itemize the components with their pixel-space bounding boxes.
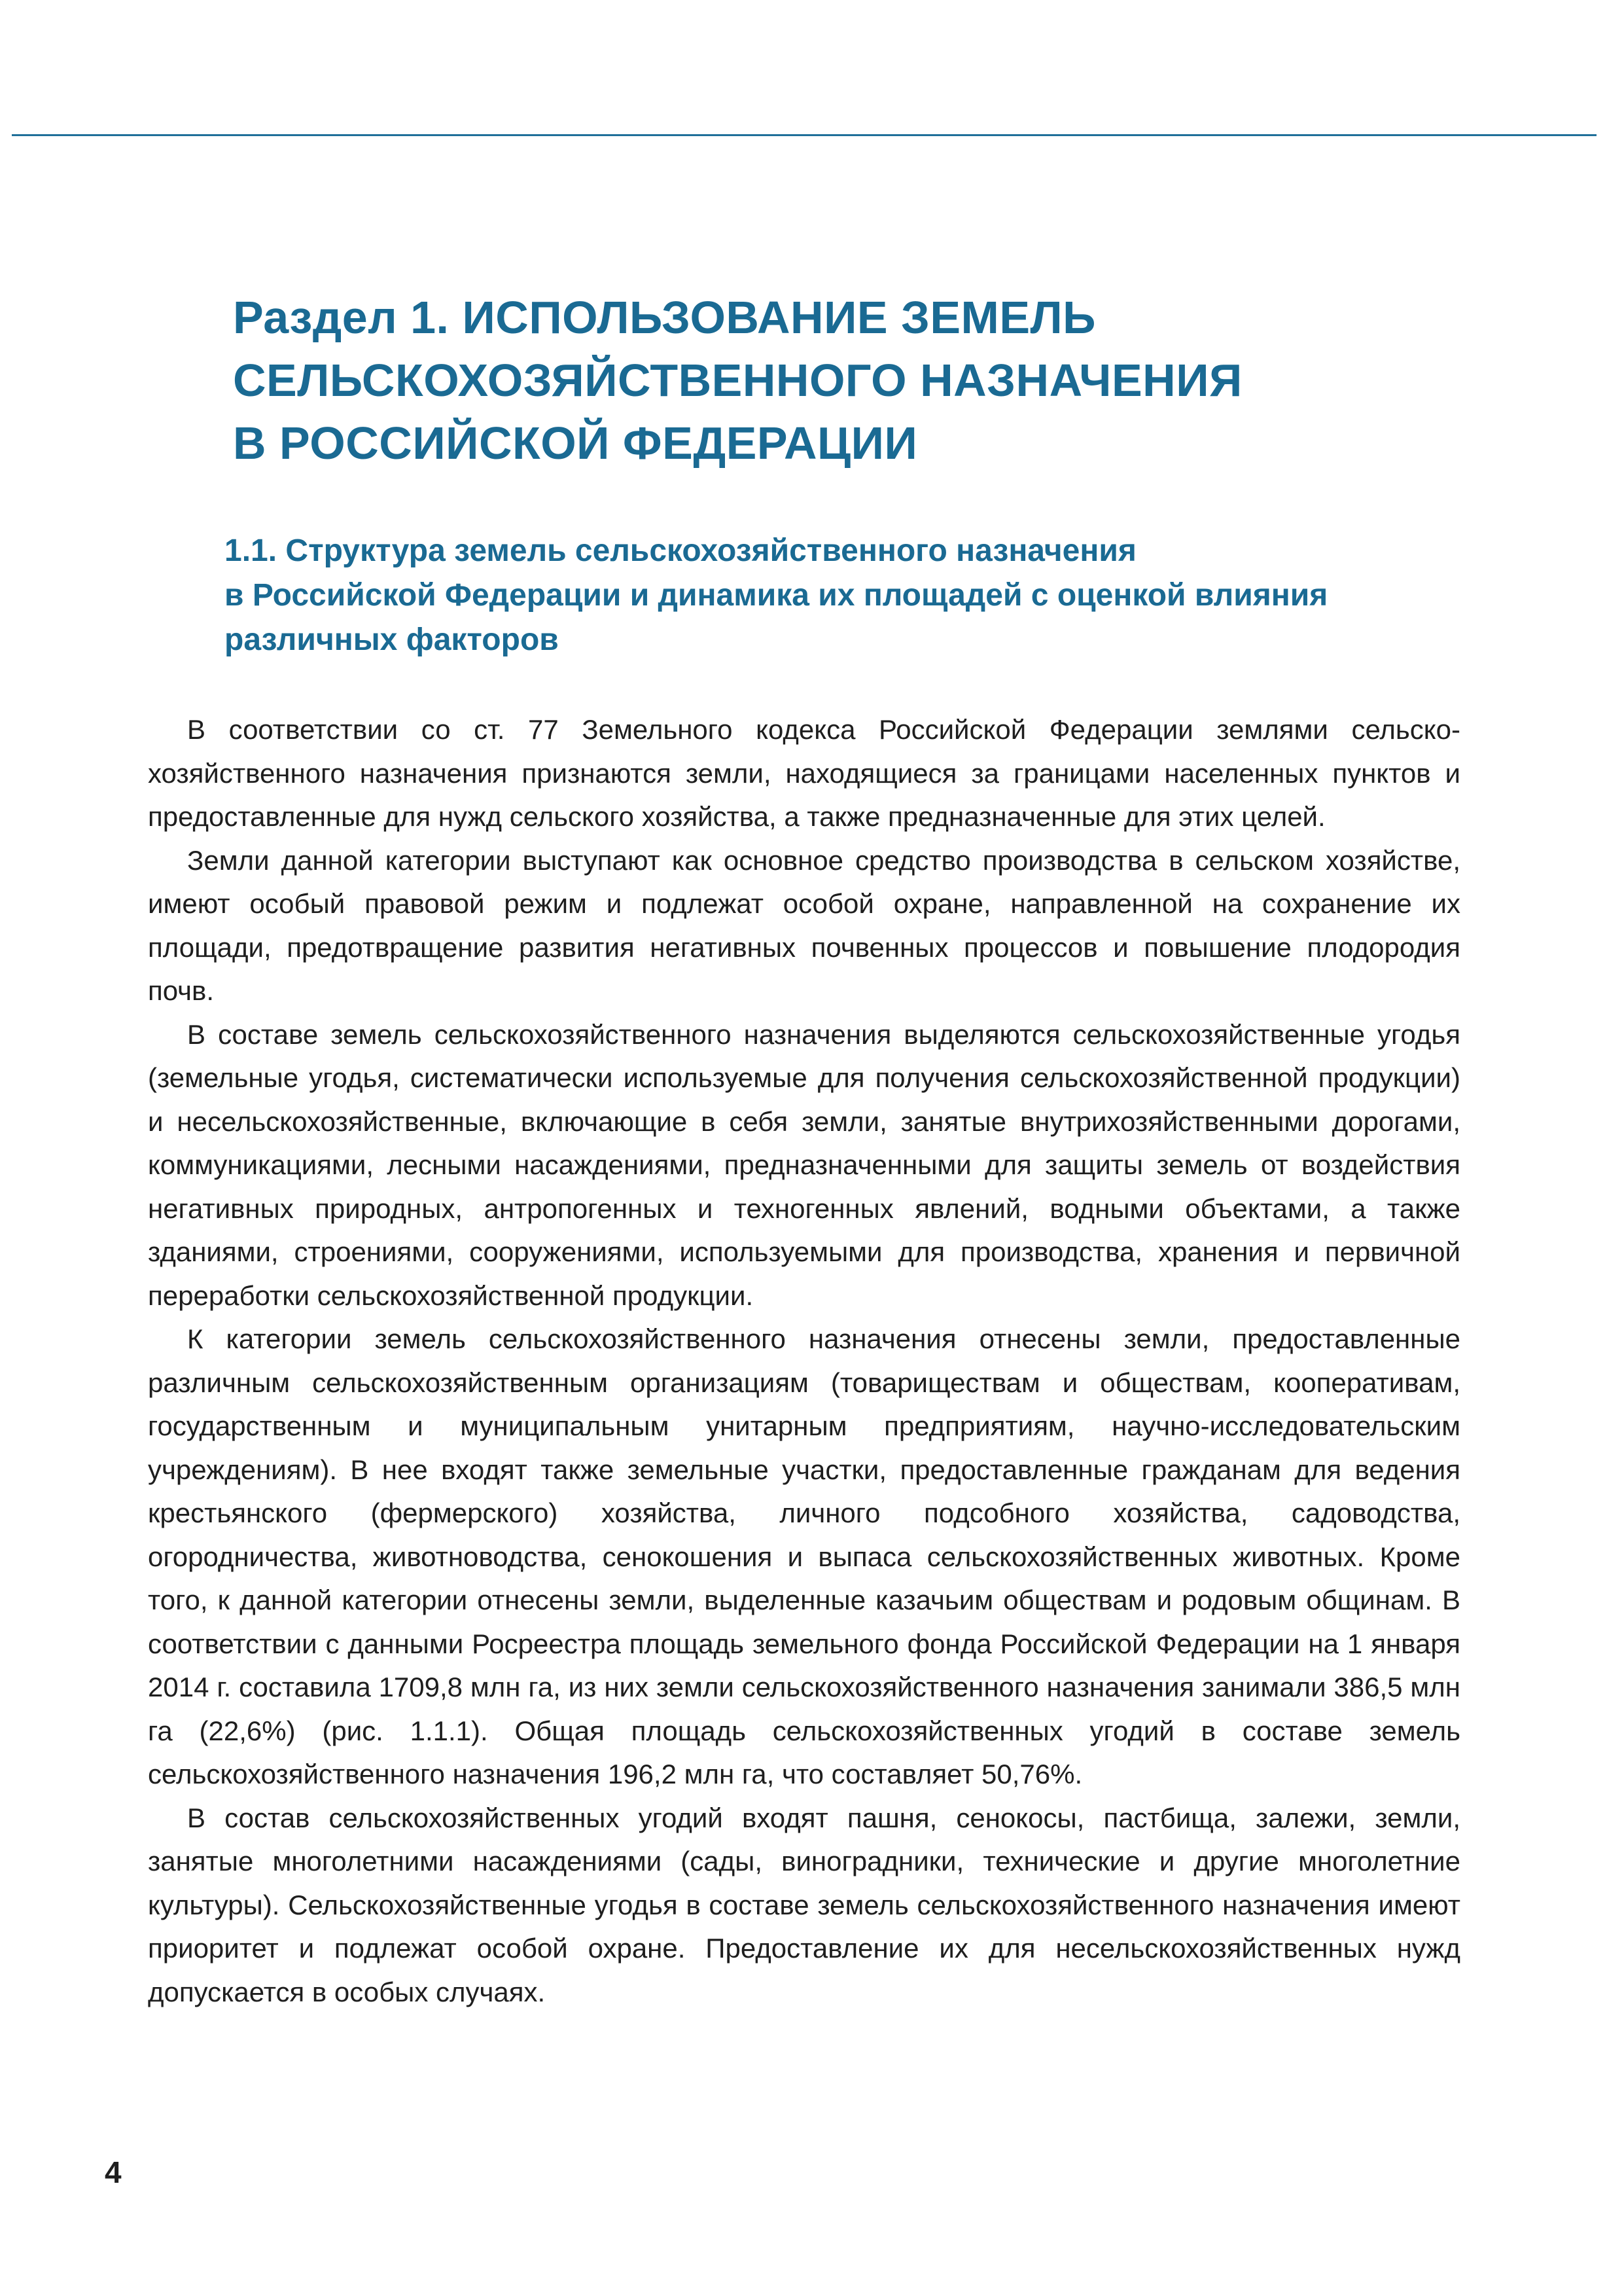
section-title: [233, 286, 1476, 475]
header-rule: [12, 134, 1597, 136]
section-title-line: СЕЛЬСКОХОЗЯЙСТВЕННОГО НАЗНАЧЕНИЯ: [233, 355, 1243, 406]
body-text: [148, 708, 1460, 2014]
section-title-line: Раздел 1. ИСПОЛЬЗОВАНИЕ ЗЕМЕЛЬ: [233, 292, 1096, 343]
page-number: 4: [105, 2155, 122, 2189]
paragraph: В составе земель сельскохозяйственного назначения выделяются сельскохозяйственные угодья (земельные угодья, систематически используемые для получения сельскохозяйственной продукции) и несельскохозяйственные, включающие в себя земли, занятые внутрихозяйственными дорогами, коммуникациями, лесными насаждениями, предназначенными для защиты земель от воздействия негативных природных, антропогенных и техногенных явлений, водными объектами, а также зданиями, строениями, сооружениями, используемыми для производства, хранения и первичной переработки сельскохозяйственной продукции.: [148, 1018, 1460, 1311]
paragraph: Земли данной категории выступают как основное средство производства в сельском хозяйстве, имеют особый правовой режим и подлежат особой охране, направленной на сохранение их площади, предотвращение развития негативных почвенных процессов и повышение плодородия почв.: [148, 844, 1460, 1006]
paragraph: К категории земель сельскохозяйственного назначения отнесены земли, предоставленные различным сельскохозяйственным организациям (товариществам и обществам, кооперативам, государственным и муниципальным унитарным предприятиям, научно-исследовательским учреждениям). В нее входят также земельные участки, предоставленные гражданам для ведения крестьянского (фермерского) хозяйства, личного подсобного хозяйства, садоводства, огородничества, животноводства, сенокошения и выпаса сельскохозяйственных животных. Кроме того, к данной категории отнесены земли, выделенные казачьим обществам и родовым общинам. В соответствии с данными Росреестра площадь земельного фонда Российской Федерации на 1 января 2014 г. составила 1709,8 млн га, из них земли сельскохозяйственного назначения занимали 386,5 млн га (22,6%) (рис. 1.1.1). Общая площадь сельскохозяйственных угодий в составе земель сельскохозяйственного назначения 196,2 млн га, что составляет 50,76%.: [148, 1323, 1460, 1789]
subsection-title-line: 1.1. Структура земель сельскохозяйственного назначения: [224, 533, 1137, 568]
paragraph: В соответствии со ст. 77 Земельного кодекса Российской Федерации землями сельскохозяйственного назначения признаются земли, находящиеся за границами населенных пунктов и предоставленные для нужд сельского хозяйства, а также предназначенные для этих целей.: [148, 714, 1460, 832]
section-title-line: В РОССИЙСКОЙ ФЕДЕРАЦИИ: [233, 418, 918, 469]
subsection-title-line: в Российской Федерации и динамика их площадей с оценкой влияния: [224, 578, 1328, 613]
paragraph: В состав сельскохозяйственных угодий входят пашня, сенокосы, пастбища, залежи, земли, занятые многолетними насаждениями (сады, виноградники, технические и другие многолетние культуры). Сельскохозяйственные угодья в составе земель сельскохозяйственного назначения имеют приоритет и подлежат особой охране. Предоставление их для несельскохозяйственных нужд допускается в особых случаях.: [148, 1802, 1460, 2007]
subsection-title: [224, 529, 1500, 662]
subsection-title-line: различных факторов: [224, 622, 559, 657]
